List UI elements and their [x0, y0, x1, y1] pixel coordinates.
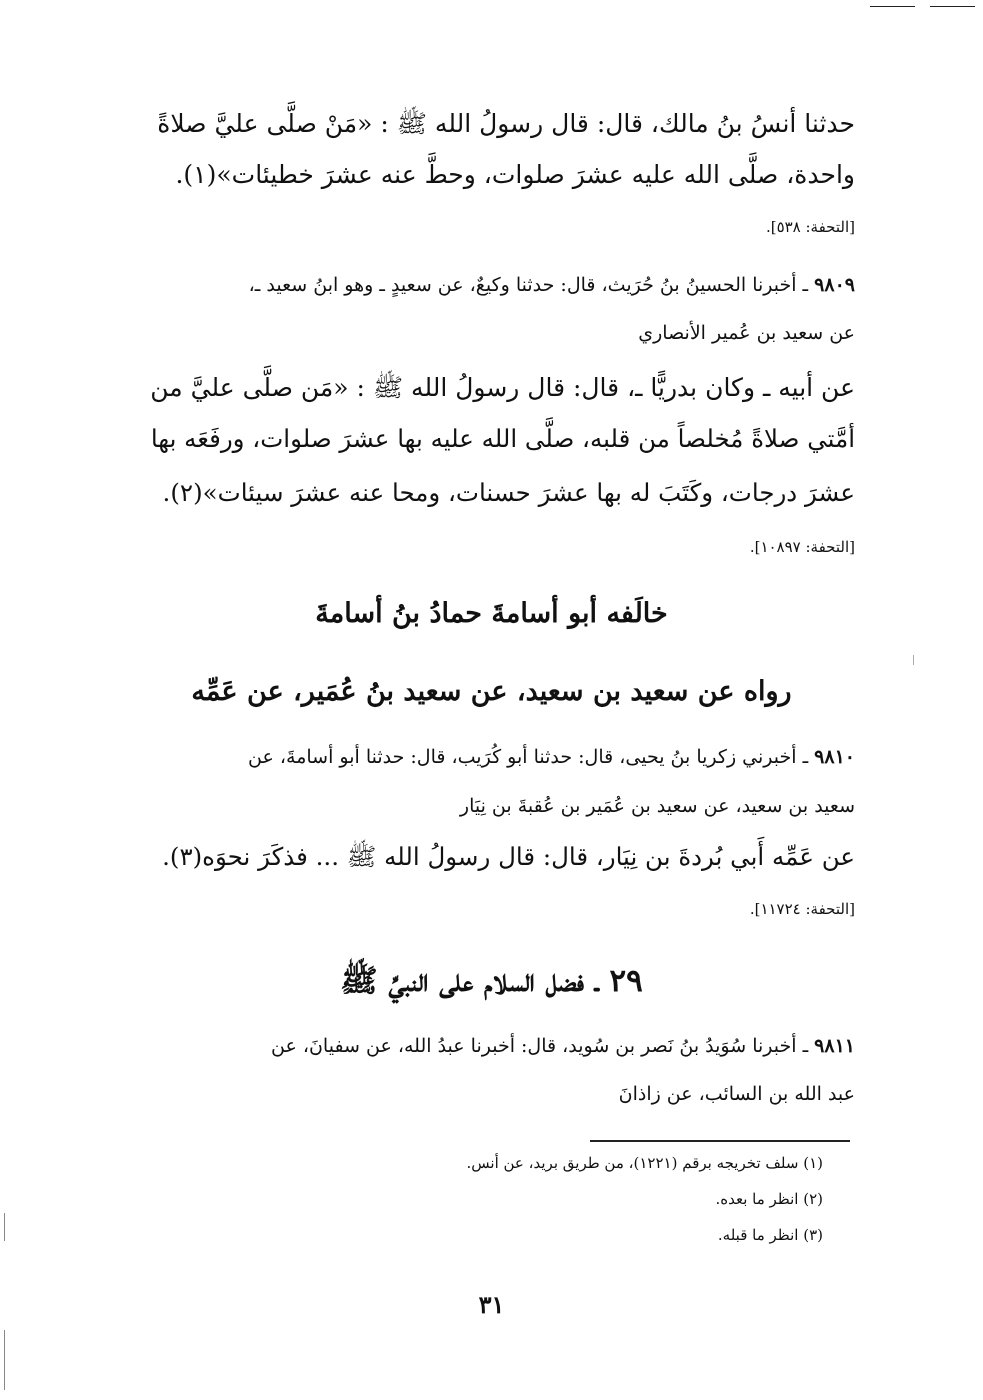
footnote: (٣) انظر ما قبله.: [717, 1226, 823, 1244]
tuhfa-reference: [التحفة: ١١٧٢٤].: [749, 900, 855, 918]
hadith-chain: ـ أخبرني زكريا بنُ يحيى، قال: حدثنا أبو كُرَيب، قال: حدثنا أبو أسامةَ، عن: [248, 746, 815, 768]
paragraph-line: عشرَ درجات، وكَتَبَ له بها عشرَ حسنات، ومحا عنه عشرَ سيئات»(٢).: [162, 478, 855, 507]
hadith-number: ٩٨١٠: [814, 746, 855, 768]
tuhfa-reference: [التحفة: ٥٣٨].: [765, 218, 855, 236]
top-corner-rule-2: [930, 6, 975, 7]
section-heading: خالَفه أبو أسامةَ حمادُ بنُ أسامةَ: [315, 598, 668, 629]
footnote: (١) سلف تخريجه برقم (١٢٢١)، من طريق بريد، عن أنس.: [466, 1154, 823, 1172]
hadith-9810-header: [150, 746, 855, 768]
scan-edge-mark: [4, 1213, 5, 1241]
scan-edge-mark: [913, 655, 914, 665]
footnote-separator: [590, 1140, 850, 1142]
hadith-9809-header: [150, 274, 855, 296]
hadith-9811-header: [150, 1035, 855, 1057]
paragraph-line: عن عَمِّه أَبي بُردةَ بن نِيَار، قال: قال رسولُ الله ﷺ ... فذكَرَ نحوَه(٣).: [162, 842, 855, 871]
hadith-chain: ـ أخبرنا الحسينُ بنُ حُرَيث، قال: حدثنا وكيعٌ، عن سعيدٍ ـ وهو ابنُ سعيد ـ،: [248, 274, 815, 296]
top-corner-rule: [870, 6, 915, 7]
scan-edge-mark: [4, 1330, 5, 1390]
hadith-chain-continued: عن سعيد بن عُمير الأنصاري: [638, 322, 855, 344]
paragraph-line: أمَّتي صلاةً مُخلصاً من قلبه، صلَّى الله عليه بها عشرَ صلوات، ورفَعَه بها: [150, 424, 855, 453]
tuhfa-reference: [التحفة: ١٠٨٩٧].: [749, 538, 855, 556]
paragraph-line: حدثنا أنسُ بنُ مالك، قال: قال رسولُ الله ﷺ : «مَنْ صلَّى عليَّ صلاةً: [157, 109, 855, 138]
footnote: (٢) انظر ما بعده.: [715, 1190, 823, 1208]
hadith-number: ٩٨٠٩: [814, 274, 855, 296]
paragraph-line: واحدة، صلَّى الله عليه عشرَ صلوات، وحطَّ عنه عشرَ خطيئات»(١).: [175, 160, 855, 189]
hadith-chain: ـ أخبرنا سُوَيدُ بنُ نَصر بن سُويد، قال: أخبرنا عبدُ الله، عن سفيانَ، عن: [271, 1035, 815, 1057]
hadith-chain-continued: سعيد بن سعيد، عن سعيد بن عُمَير بن عُقبةَ بن نِيَار: [459, 795, 855, 817]
hadith-chain-continued: عبد الله بن السائب، عن زاذانَ: [618, 1083, 855, 1105]
section-subheading: رواه عن سعيد بن سعيد، عن سعيد بنُ عُمَير، عن عَمِّه: [191, 676, 792, 707]
hadith-number: ٩٨١١: [814, 1035, 855, 1057]
page-number: ٣١: [478, 1290, 505, 1319]
chapter-heading: ٢٩ ـ فضل السلام على النبيِّ ﷺ: [340, 963, 643, 999]
paragraph-line: عن أبيه ـ وكان بدريًّا ـ، قال: قال رسولُ الله ﷺ : «مَن صلَّى عليَّ من: [150, 373, 855, 402]
